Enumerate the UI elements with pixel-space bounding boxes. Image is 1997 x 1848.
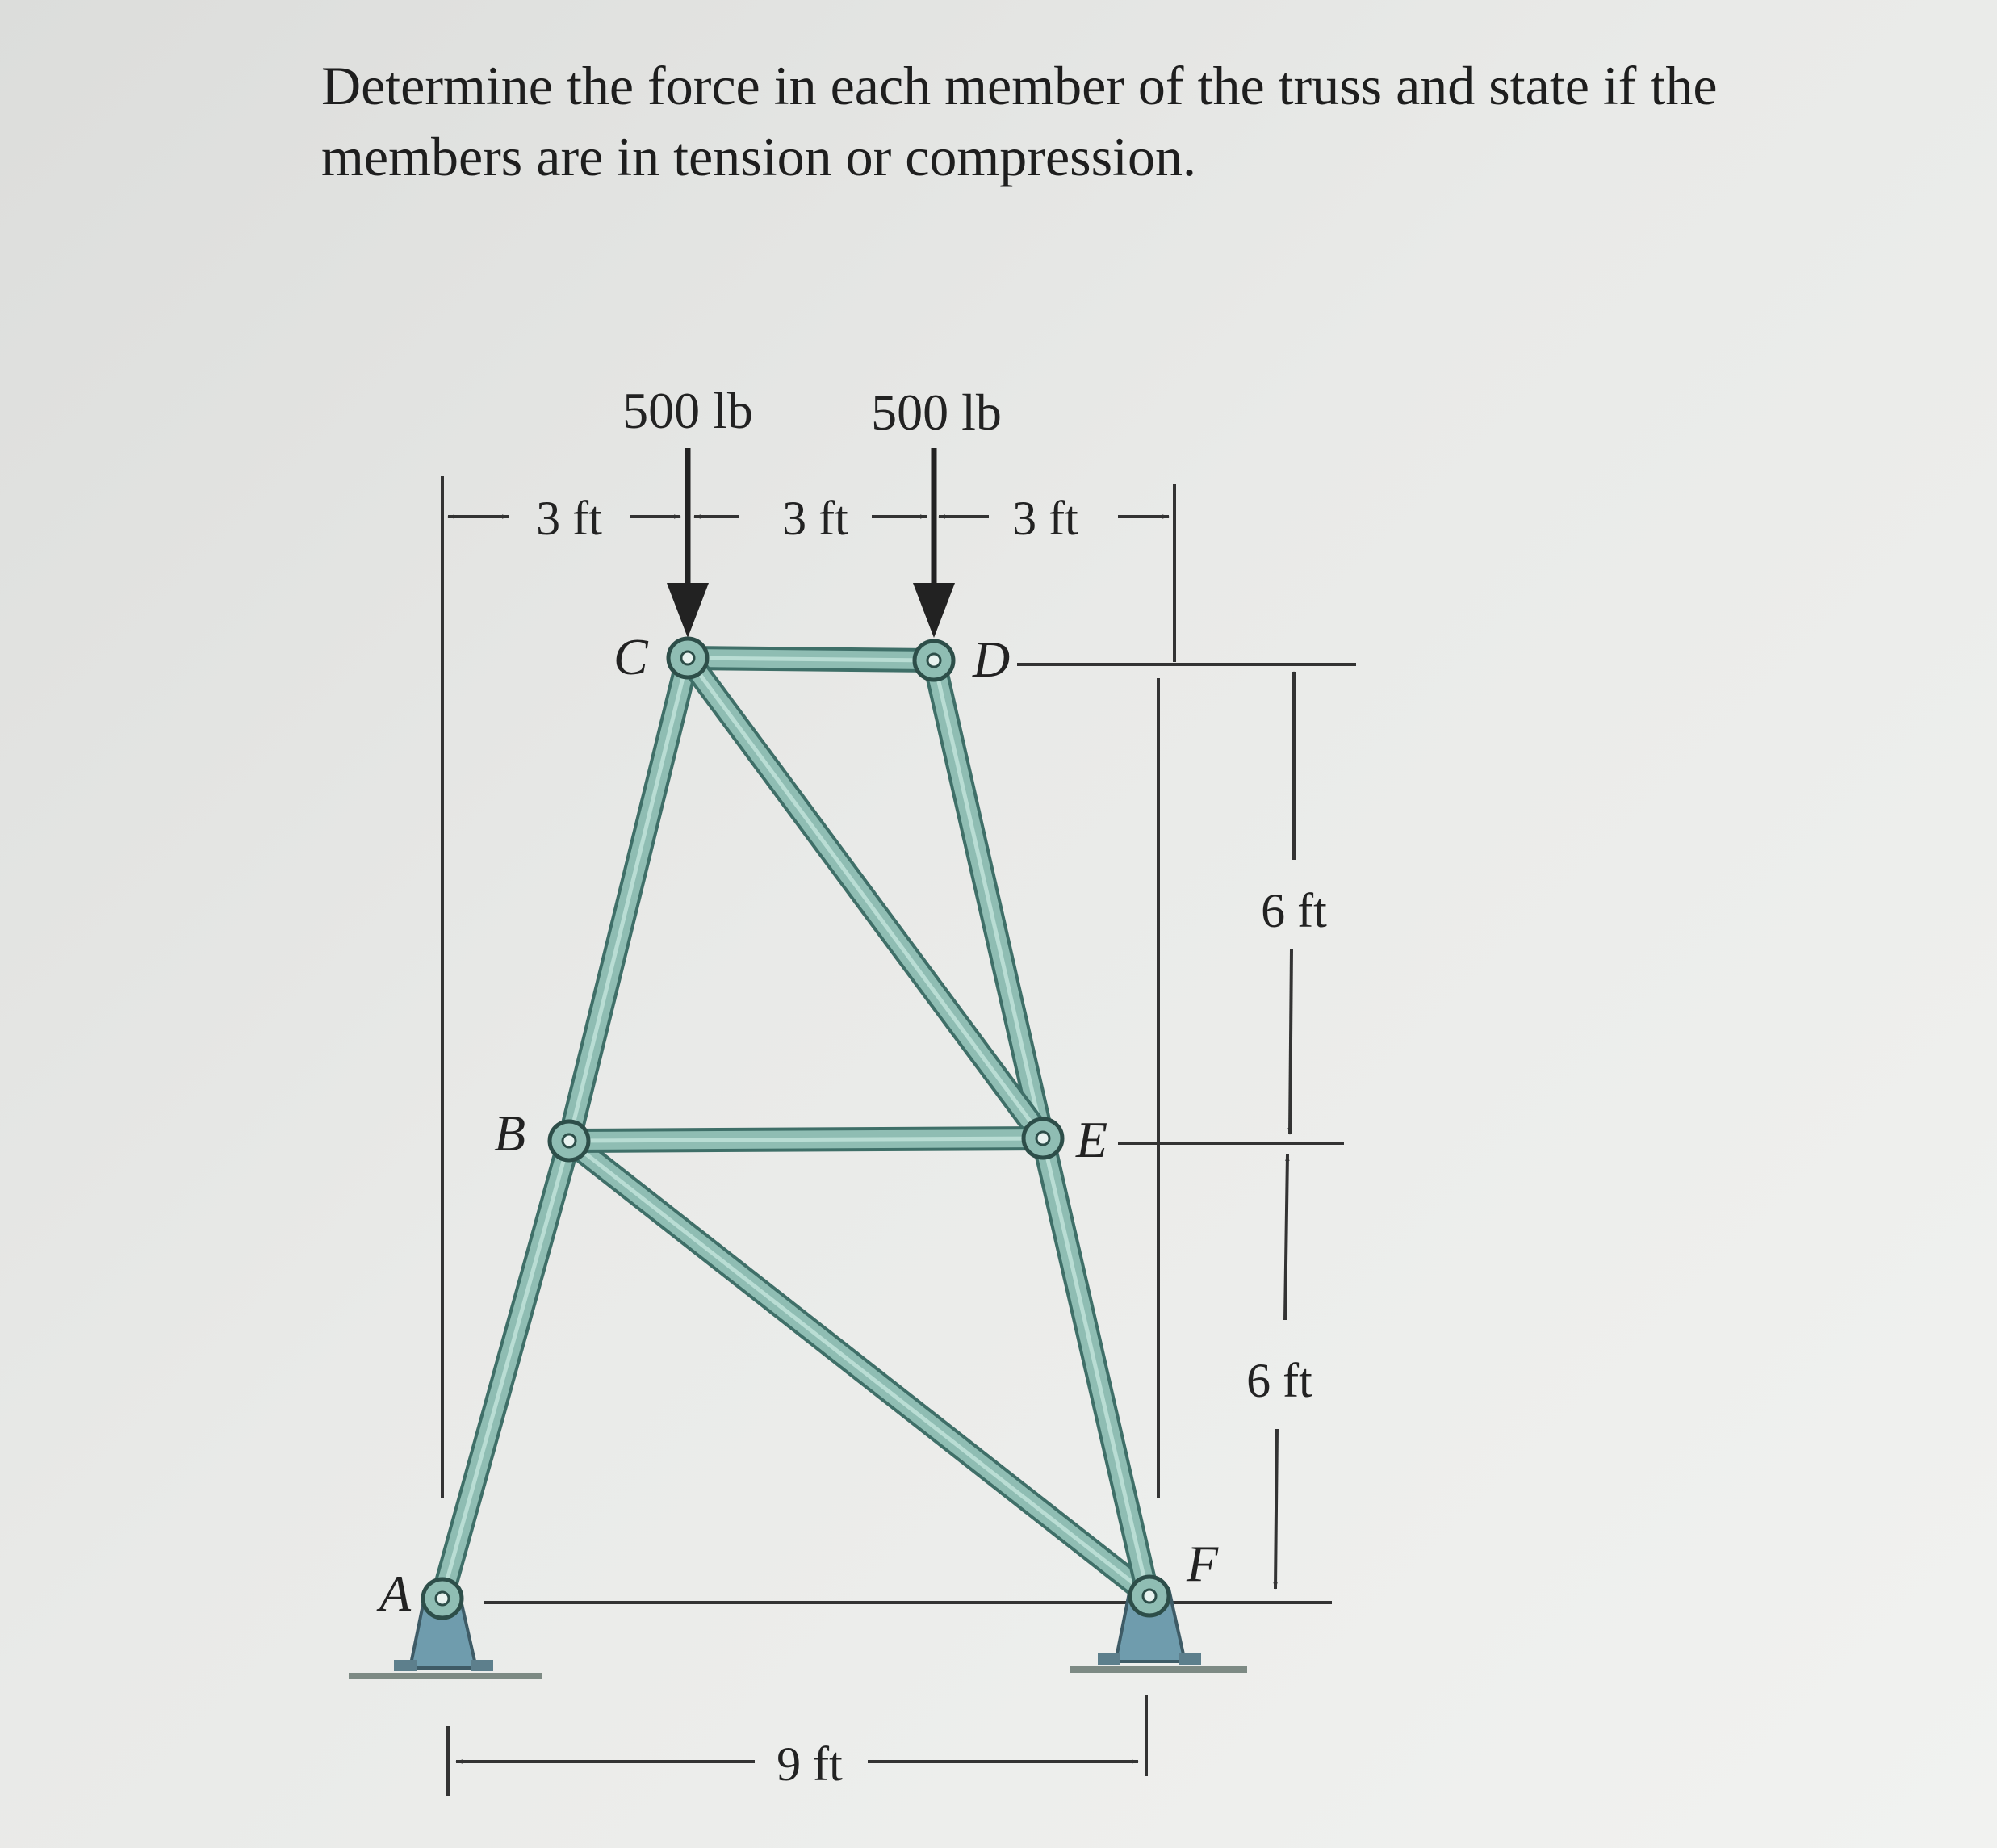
dim-label-height-lower: 6 ft <box>1246 1354 1312 1407</box>
load-label-c: 500 lb <box>622 382 753 439</box>
dim-label-height-upper: 6 ft <box>1261 884 1327 937</box>
joint-label-d: D <box>973 631 1011 688</box>
load-label-d: 500 lb <box>871 383 1002 441</box>
pin-f <box>1130 1577 1169 1615</box>
member-be <box>569 1138 1043 1141</box>
problem-statement: Determine the force in each member of the truss and state if the members are in tension or compression. <box>321 55 1718 187</box>
member-ab <box>442 1141 569 1597</box>
load-arrowhead-d <box>913 583 955 638</box>
figure-labels <box>376 382 1327 1791</box>
joint-label-b: B <box>494 1104 526 1162</box>
member-cd <box>688 658 934 660</box>
joint-label-c: C <box>613 628 648 685</box>
member-bc <box>569 658 688 1141</box>
joint-label-a: A <box>379 1565 412 1622</box>
pin-d <box>915 641 953 680</box>
joint-label-e: E <box>1076 1111 1108 1168</box>
load-arrowhead-c <box>667 583 709 638</box>
joint-label-f: F <box>1187 1535 1219 1592</box>
dim-label-base: 9 ft <box>777 1737 843 1791</box>
dim-label-top-3: 3 ft <box>1012 492 1078 545</box>
pin-a <box>423 1579 462 1618</box>
pin-e <box>1024 1119 1062 1158</box>
pin-c <box>668 639 707 677</box>
dim-label-top-2: 3 ft <box>782 492 848 545</box>
pin-b <box>550 1121 588 1160</box>
dim-label-top-1: 3 ft <box>536 492 602 545</box>
